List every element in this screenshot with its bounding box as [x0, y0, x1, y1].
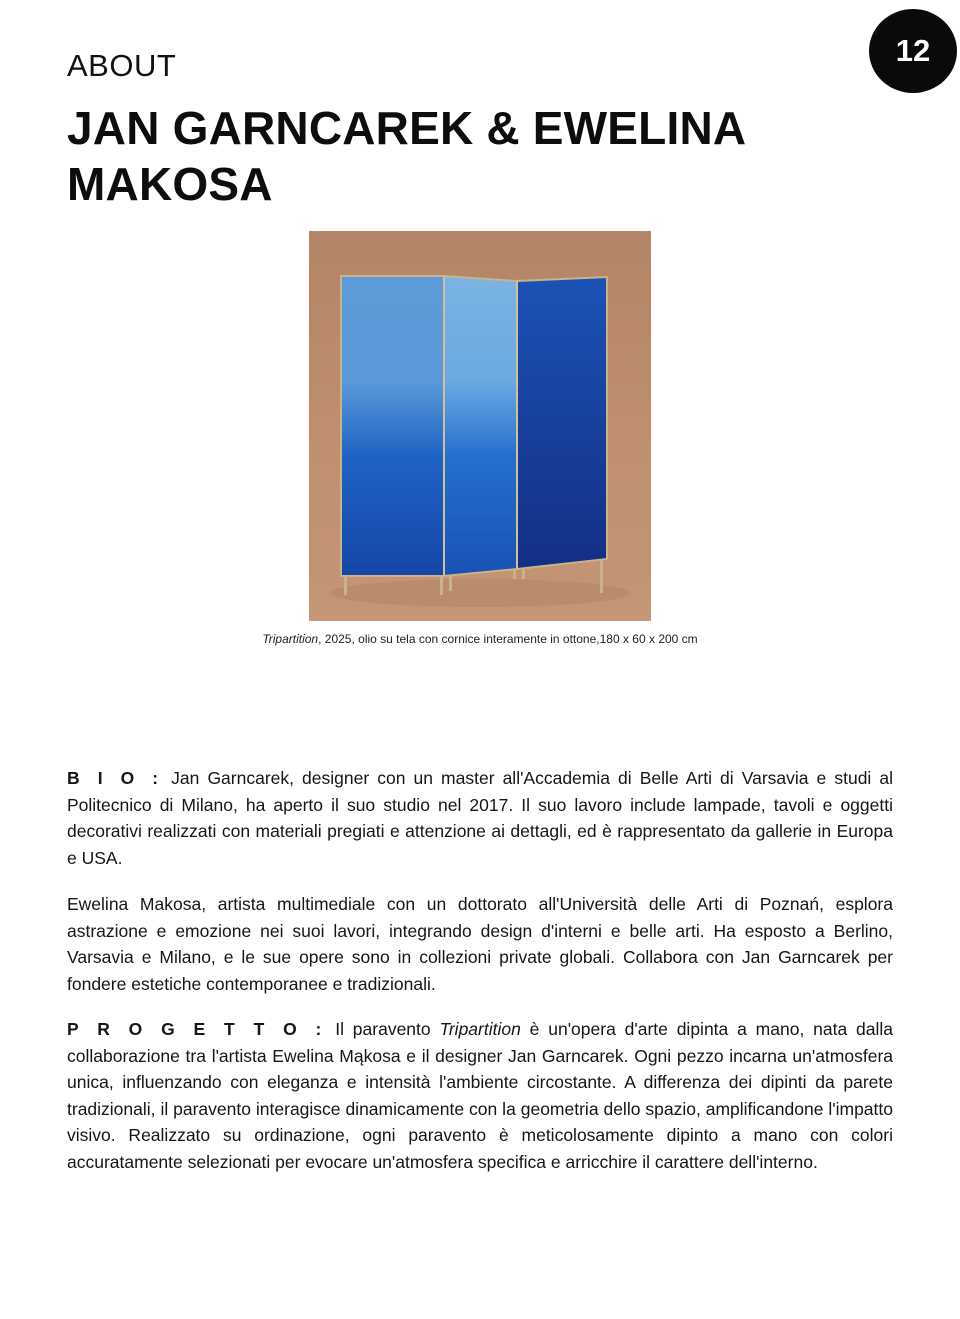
artwork-title: Tripartition — [262, 632, 319, 646]
screen-panel-right — [517, 277, 607, 569]
section-label: ABOUT — [67, 48, 177, 83]
ewelina-paragraph: Ewelina Makosa, artista multimediale con un dottorato all'Università delle Arti di Poznań, esplora astrazione e emozione nei suoi lavori, integrando design d'interni e belle arti. Ha esposto a Berlino, Varsavia e Milano, e le sue opere sono in collezioni private globali. Collabora con Jan Garncarek per fondere estetiche contemporanee e tradizionali. — [67, 894, 893, 994]
bio-paragraph — [67, 765, 893, 871]
progetto-artwork-title: Tripartition — [439, 1019, 521, 1039]
artwork-caption — [60, 632, 900, 646]
page-number: 12 — [895, 33, 931, 68]
progetto-text-after: è un'opera d'arte dipinta a mano, nata dalla collaborazione tra l'artista Ewelina Mąkosa e il designer Jan Garncarek. Ogni pezzo incarna un'atmosfera unica, influenzando con eleganza e intensità l'ambiente circostante. A differenza dei dipinti da parete tradizionali, il paravento interagisce dinamicamente con la geometria dello spazio, amplificandone l'impatto visivo. Realizzato su ordinazione, ogni paravento è meticolosamente dipinto a mano con colori accuratamente selezionati per evocare un'atmosfera specifica e arricchire il carattere dell'interno. — [67, 1019, 894, 1172]
folding-screen-illustration — [309, 231, 651, 621]
progetto-paragraph — [67, 1016, 893, 1176]
page-title: JAN GARNCAREK & EWELINA MAKOSA — [67, 102, 745, 210]
artwork-image — [309, 231, 651, 621]
screen-panel-middle — [444, 276, 517, 576]
screen-panel-left — [341, 276, 444, 576]
page-number-badge — [869, 9, 957, 93]
progetto-label: P R O G E T T O : — [67, 1019, 327, 1039]
artwork-caption-details: , 2025, olio su tela con cornice interamente in ottone,180 x 60 x 200 cm — [318, 632, 698, 646]
progetto-text-before: Il paravento — [326, 1019, 440, 1039]
bio-text: Jan Garncarek, designer con un master all'Accademia di Belle Arti di Varsavia e studi al Politecnico di Milano, ha aperto il suo studio nel 2017. Il suo lavoro include lampade, tavoli e oggetti decorativi realizzati con materiali pregiati e attenzione ai dettagli, ed è rappresentato da gallerie in Europa e USA. — [67, 768, 893, 868]
bio-label: B I O : — [67, 768, 164, 788]
